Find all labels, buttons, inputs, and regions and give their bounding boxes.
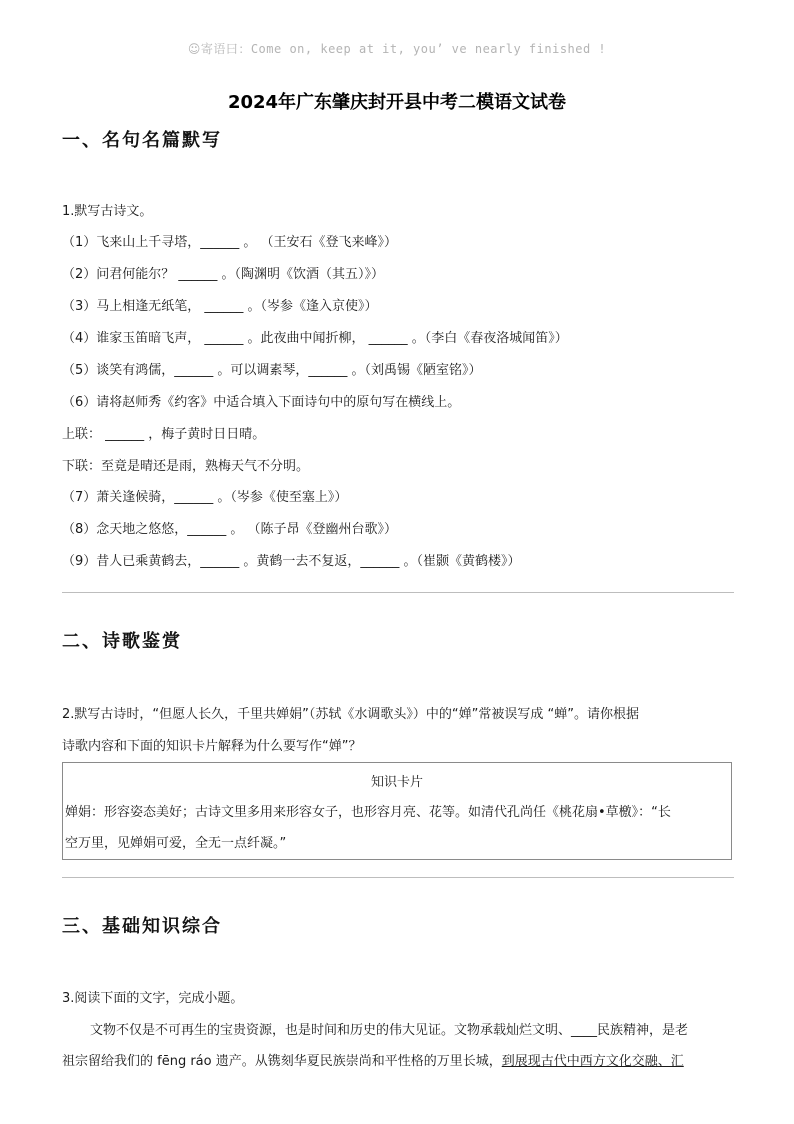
section-divider (62, 877, 734, 878)
question-1-item: （8）念天地之悠悠，______ 。 （陈子昂《登幽州台歌》） (62, 522, 398, 537)
question-1-item: （7）萧关逢候骑，______ 。（岑参《使至塞上》） (62, 490, 348, 505)
knowledge-card (62, 762, 732, 860)
question-1-item: （3）马上相逢无纸笔， ______ 。（岑参《逢入京使》） (62, 299, 378, 314)
question-1-item: （1）飞来山上千寻塔，______ 。 （王安石《登飞来峰》） (62, 235, 398, 250)
section-divider (62, 592, 734, 593)
motto-text: 寄语曰：Come on, keep at it, you’ ve nearly finished ! (200, 42, 607, 56)
page-title: 2024年广东肇庆封开县中考二模语文试卷 (227, 92, 567, 113)
knowledge-card-text: 婵娟：形容姿态美好；古诗文里多用来形容女子，也形容月亮、花等。如清代孔尚任《桃花扇•草檄》：“长 (65, 805, 671, 820)
question-2-stem-cont: 诗歌内容和下面的知识卡片解释为什么要写作“婵”？ (62, 739, 362, 754)
couplet-upper: 上联： ______ ，梅子黄时日日晴。 (62, 427, 266, 442)
passage-text: 祖宗留给我们的 fēng ráo 遗产。从镌刻华夏民族崇尚和平性格的万里长城， (62, 1054, 502, 1069)
question-1-item: （9）昔人已乘黄鹤去，______ 。黄鹤一去不复返，______ 。（崔颢《黄鹤楼》） (62, 554, 521, 569)
section-heading-2: 二、诗歌鉴赏 (62, 631, 182, 652)
smile-icon: ☺ (187, 42, 201, 56)
question-2-stem: 2.默写古诗时，“但愿人长久，千里共婵娟”（苏轼《水调歌头》）中的“婵”常被误写成 “蝉”。请你根据 (62, 707, 639, 722)
couplet-lower: 下联：至竟是晴还是雨，熟梅天气不分明。 (62, 459, 310, 474)
knowledge-card-text: 空万里，见婵娟可爱，全无一点纤凝。” (65, 836, 287, 851)
question-3-stem: 3.阅读下面的文字，完成小题。 (62, 991, 244, 1006)
section-heading-3: 三、基础知识综合 (62, 916, 222, 937)
passage-paragraph (62, 1052, 684, 1072)
question-1-item: （4）谁家玉笛暗飞声， ______ 。此夜曲中闻折柳， ______ 。（李白《春夜洛城闻笛》） (62, 331, 568, 346)
motto-banner (0, 40, 794, 57)
question-1-item: （6）请将赵师秀《约客》中适合填入下面诗句中的原句写在横线上。 (62, 395, 461, 410)
underlined-sentence: 到展现古代中西方文化交融、汇 (501, 1054, 684, 1069)
section-heading-1: 一、名句名篇默写 (62, 130, 222, 151)
knowledge-card-title: 知识卡片 (370, 775, 423, 790)
question-1-item: （5）谈笑有鸿儒，______ 。可以调素琴，______ 。（刘禹锡《陋室铭》） (62, 363, 482, 378)
question-1-item: （2）问君何能尔？ ______ 。（陶渊明《饮酒（其五）》） (62, 267, 385, 282)
question-1-stem: 1.默写古诗文。 (62, 204, 153, 219)
passage-paragraph: 文物不仅是不可再生的宝贵资源，也是时间和历史的伟大见证。文物承载灿烂文明、____民族精神，是老 (90, 1023, 689, 1038)
